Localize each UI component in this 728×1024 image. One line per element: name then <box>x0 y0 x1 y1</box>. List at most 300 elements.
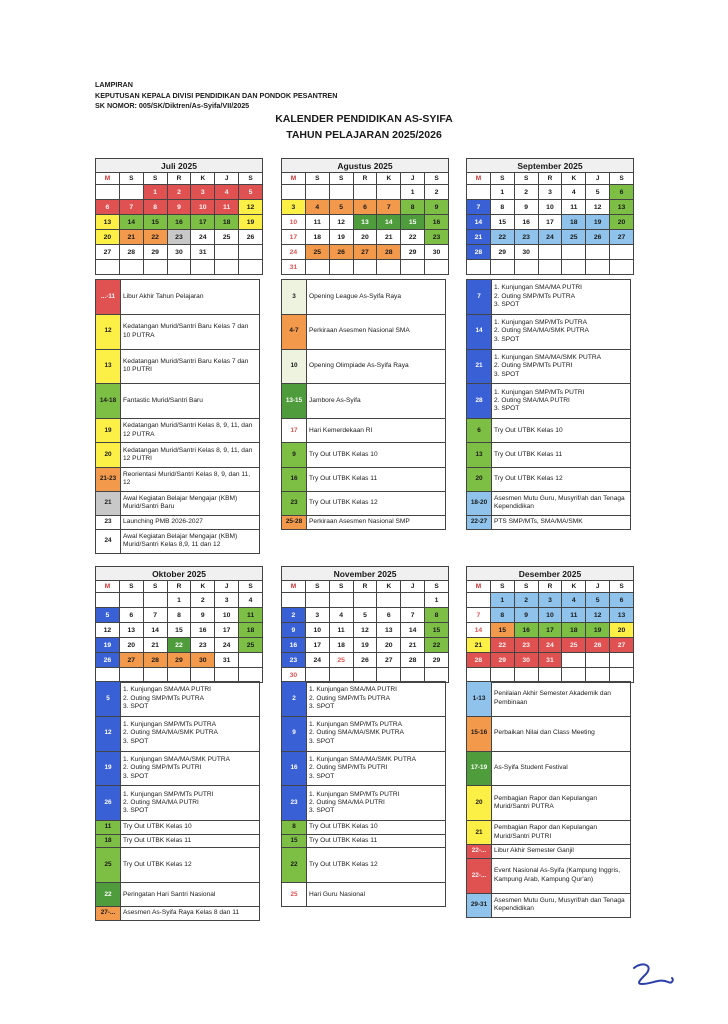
legend-row <box>96 716 260 751</box>
day-cell <box>215 260 239 275</box>
day-cell: 18 <box>305 230 329 245</box>
day-cell: 21 <box>119 230 143 245</box>
legend-row <box>282 349 446 384</box>
day-cell: 6 <box>353 200 377 215</box>
day-cell: 18 <box>562 215 586 230</box>
day-cell: 9 <box>425 200 449 215</box>
day-cell: 8 <box>167 608 191 623</box>
day-cell: 10 <box>538 200 562 215</box>
day-cell: 12 <box>329 215 353 230</box>
day-cell: 8 <box>490 200 514 215</box>
day-cell: 19 <box>239 215 263 230</box>
day-cell: 20 <box>610 215 634 230</box>
day-cell: 24 <box>538 230 562 245</box>
legend-description: Launching PMB 2026-2027 <box>121 515 260 529</box>
day-cell: 15 <box>143 215 167 230</box>
legend-description: Jambore As-Syifa <box>307 384 446 419</box>
legend-description: Try Out UTBK Kelas 11 <box>492 443 631 467</box>
legend-row <box>282 419 446 443</box>
legend-date-code: 26 <box>96 786 121 821</box>
day-cell: 6 <box>119 608 143 623</box>
day-cell: 4 <box>562 185 586 200</box>
legend-date-code: 25 <box>96 848 121 883</box>
day-cell: 3 <box>282 200 306 215</box>
day-cell: 17 <box>305 638 329 653</box>
legend-row <box>467 515 631 529</box>
legend-date-code: 25-28 <box>282 515 307 529</box>
day-cell: 26 <box>96 653 120 668</box>
day-cell: 8 <box>425 608 449 623</box>
day-cell: 2 <box>514 593 538 608</box>
day-cell: 21 <box>377 230 401 245</box>
legend-description: Try Out UTBK Kelas 10 <box>492 419 631 443</box>
day-cell: 7 <box>377 200 401 215</box>
day-cell: 19 <box>329 230 353 245</box>
day-cell: 15 <box>401 215 425 230</box>
legend-row <box>282 467 446 491</box>
weekday-header: R <box>167 173 191 185</box>
legend-description: 1. Kunjungan SMA/MA/SMK PUTRA 2. Outing SMP/MTs PUTRI 3. SPOT <box>492 349 631 384</box>
legend-date-code: 21-23 <box>96 467 121 491</box>
weekday-header: J <box>215 173 239 185</box>
legend-row <box>282 443 446 467</box>
legend-date-code: 12 <box>96 314 121 349</box>
legend-row <box>467 893 631 917</box>
day-cell <box>282 185 306 200</box>
legend-description: Event Nasional As-Syifa (Kampung Inggris, Kampung Arab, Kampung Qur'an) <box>492 858 631 893</box>
day-cell: 20 <box>610 623 634 638</box>
legend-description: 1. Kunjungan SMP/MTs PUTRA 2. Outing SMA/MA/SMK PUTRA 3. SPOT <box>307 716 446 751</box>
day-cell: 2 <box>191 593 215 608</box>
legend-description: Pembagian Rapor dan Kepulangan Murid/Santri PUTRA <box>492 786 631 821</box>
day-cell: 31 <box>191 245 215 260</box>
legend-row <box>282 491 446 515</box>
day-cell <box>353 185 377 200</box>
day-cell: 23 <box>167 230 191 245</box>
day-cell <box>329 260 353 275</box>
day-cell: 31 <box>215 653 239 668</box>
day-cell: 26 <box>586 638 610 653</box>
weekday-header: S <box>143 581 167 593</box>
legend-description: Try Out UTBK Kelas 11 <box>121 834 260 848</box>
day-cell: 26 <box>353 653 377 668</box>
legend-row <box>96 491 260 515</box>
day-cell <box>401 260 425 275</box>
day-cell: 22 <box>167 638 191 653</box>
legend-description: As-Syifa Student Festival <box>492 751 631 786</box>
legend-description: PTS SMP/MTs, SMA/MA/SMK <box>492 515 631 529</box>
month-title: September 2025 <box>467 159 634 173</box>
day-cell: 5 <box>586 185 610 200</box>
day-cell <box>610 653 634 668</box>
day-cell: 10 <box>305 623 329 638</box>
legend-row <box>467 821 631 845</box>
day-cell: 21 <box>143 638 167 653</box>
day-cell: 23 <box>425 230 449 245</box>
legend-description: Try Out UTBK Kelas 10 <box>307 821 446 835</box>
day-cell: 26 <box>239 230 263 245</box>
day-cell: 20 <box>353 230 377 245</box>
legend-description: 1. Kunjungan SMP/MTs PUTRI 2. Outing SMA/MA PUTRI 3. SPOT <box>307 786 446 821</box>
day-cell: 15 <box>425 623 449 638</box>
day-cell: 18 <box>562 623 586 638</box>
month-title: Desember 2025 <box>467 567 634 581</box>
weekday-header: J <box>586 581 610 593</box>
day-cell: 13 <box>353 215 377 230</box>
weekday-header: K <box>377 581 401 593</box>
day-cell: 22 <box>425 638 449 653</box>
day-cell <box>377 260 401 275</box>
legend-table <box>466 681 631 918</box>
day-cell: 5 <box>353 608 377 623</box>
day-cell: 31 <box>538 653 562 668</box>
day-cell <box>167 260 191 275</box>
legend-date-code: 23 <box>282 491 307 515</box>
legend-date-code: 23 <box>96 515 121 529</box>
weekday-header: S <box>119 173 143 185</box>
day-cell: 22 <box>490 230 514 245</box>
day-cell: 27 <box>96 245 120 260</box>
legend-row <box>467 419 631 443</box>
month-title: Agustus 2025 <box>282 159 449 173</box>
day-cell <box>119 593 143 608</box>
legend-date-code: 24 <box>96 529 121 553</box>
weekday-header: R <box>538 173 562 185</box>
legend-date-code: 23 <box>282 786 307 821</box>
day-cell: 20 <box>377 638 401 653</box>
day-cell: 27 <box>610 230 634 245</box>
day-cell: 9 <box>514 200 538 215</box>
weekday-header: M <box>96 581 120 593</box>
day-cell: 14 <box>377 215 401 230</box>
legend-date-code: 25 <box>282 883 307 907</box>
legend-description: 1. Kunjungan SMA/MA PUTRI 2. Outing SMP/MTs PUTRA 3. SPOT <box>121 682 260 717</box>
day-cell: 25 <box>305 245 329 260</box>
legend-table <box>281 279 446 530</box>
day-cell: 28 <box>143 653 167 668</box>
day-cell: 17 <box>538 623 562 638</box>
weekday-header: S <box>514 173 538 185</box>
legend-date-code: 9 <box>282 716 307 751</box>
day-cell: 22 <box>401 230 425 245</box>
weekday-header: S <box>610 173 634 185</box>
month-calendar <box>281 158 449 275</box>
legend-description: Asesmen Mutu Guru, Musyrif/ah dan Tenaga Kependidikan <box>492 491 631 515</box>
day-cell: 1 <box>143 185 167 200</box>
day-cell <box>239 260 263 275</box>
day-cell: 22 <box>143 230 167 245</box>
day-cell: 11 <box>562 608 586 623</box>
weekday-header: S <box>143 173 167 185</box>
day-cell: 2 <box>425 185 449 200</box>
legend-description: Asesmen As-Syifa Raya Kelas 8 dan 11 <box>121 907 260 921</box>
legend-row <box>467 716 631 751</box>
day-cell: 11 <box>562 200 586 215</box>
legend-table <box>95 279 260 554</box>
day-cell: 30 <box>191 653 215 668</box>
day-cell: 1 <box>167 593 191 608</box>
day-cell: 25 <box>562 638 586 653</box>
day-cell: 8 <box>143 200 167 215</box>
day-cell <box>143 260 167 275</box>
legend-date-code: 2 <box>282 682 307 717</box>
day-cell: 14 <box>467 623 491 638</box>
day-cell: 27 <box>353 245 377 260</box>
weekday-header: S <box>610 581 634 593</box>
day-cell: 16 <box>514 623 538 638</box>
legend-row <box>96 349 260 384</box>
legend-description: Opening Olimpiade As-Syifa Raya <box>307 349 446 384</box>
day-cell <box>305 185 329 200</box>
header-line-3: SK NOMOR: 005/SK/Diktren/As-Syifa/VII/2025 <box>95 101 250 110</box>
legend-row <box>96 751 260 786</box>
day-cell: 6 <box>610 593 634 608</box>
legend-date-code: 13-15 <box>282 384 307 419</box>
legend-description: Perbaikan Nilai dan Class Meeting <box>492 716 631 751</box>
legend-row <box>96 515 260 529</box>
legend-description: Fantastic Murid/Santri Baru <box>121 384 260 419</box>
weekday-header: K <box>562 581 586 593</box>
legend-date-code: 18-20 <box>467 491 492 515</box>
legend-row <box>467 443 631 467</box>
legend-row <box>96 280 260 315</box>
day-cell <box>467 260 491 275</box>
legend-description: Reorientasi Murid/Santri Kelas 8, 9, dan 11, 12 <box>121 467 260 491</box>
legend-description: Pembagian Rapor dan Kepulangan Murid/Santri PUTRI <box>492 821 631 845</box>
day-cell: 13 <box>119 623 143 638</box>
day-cell: 12 <box>96 623 120 638</box>
legend-row <box>467 384 631 419</box>
legend-row <box>467 467 631 491</box>
weekday-header: S <box>490 581 514 593</box>
legend-row <box>282 883 446 907</box>
day-cell: 10 <box>282 215 306 230</box>
day-cell: 7 <box>143 608 167 623</box>
day-cell: 3 <box>538 185 562 200</box>
day-cell: 19 <box>586 215 610 230</box>
day-cell: 27 <box>119 653 143 668</box>
day-cell <box>514 260 538 275</box>
day-cell: 24 <box>191 230 215 245</box>
day-cell: 15 <box>490 215 514 230</box>
day-cell: 15 <box>167 623 191 638</box>
day-cell: 7 <box>467 608 491 623</box>
day-cell <box>329 593 353 608</box>
month-calendar <box>281 566 449 683</box>
legend-date-code: 22-... <box>467 845 492 859</box>
day-cell: 23 <box>282 653 306 668</box>
legend-row <box>467 491 631 515</box>
day-cell: 21 <box>401 638 425 653</box>
header-line-1: LAMPIRAN <box>95 80 133 89</box>
legend-date-code: 6 <box>467 419 492 443</box>
weekday-header: S <box>305 581 329 593</box>
legend-date-code: 17-19 <box>467 751 492 786</box>
day-cell <box>586 260 610 275</box>
legend-description: Hari Kemerdekaan RI <box>307 419 446 443</box>
legend-date-code: 22 <box>282 848 307 883</box>
legend-date-code: 22 <box>96 883 121 907</box>
day-cell: 25 <box>329 653 353 668</box>
legend-date-code: 12 <box>96 716 121 751</box>
legend-date-code: 14-18 <box>96 384 121 419</box>
weekday-header: R <box>538 581 562 593</box>
weekday-header: K <box>191 173 215 185</box>
day-cell <box>329 185 353 200</box>
legend-row <box>96 419 260 443</box>
legend-row <box>96 682 260 717</box>
day-cell <box>239 245 263 260</box>
legend-description: Perkiraan Asesmen Nasional SMP <box>307 515 446 529</box>
legend-date-code: 13 <box>96 349 121 384</box>
month-title: Oktober 2025 <box>96 567 263 581</box>
legend-row <box>282 848 446 883</box>
title-line-1: KALENDER PENDIDIKAN AS-SYIFA <box>275 113 453 125</box>
legend-row <box>282 834 446 848</box>
title-line-2: TAHUN PELAJARAN 2025/2026 <box>286 129 442 141</box>
legend-date-code: 14 <box>467 314 492 349</box>
legend-row <box>467 751 631 786</box>
day-cell: 14 <box>467 215 491 230</box>
legend-description: Kedatangan Murid/Santri Baru Kelas 7 dan 10 PUTRA <box>121 314 260 349</box>
day-cell: 16 <box>514 215 538 230</box>
day-cell: 14 <box>401 623 425 638</box>
weekday-header: M <box>467 581 491 593</box>
legend-description: Asesmen Mutu Guru, Musyrif/ah dan Tenaga Kependidikan <box>492 893 631 917</box>
day-cell <box>562 260 586 275</box>
day-cell: 9 <box>167 200 191 215</box>
legend-row <box>96 384 260 419</box>
day-cell: 20 <box>119 638 143 653</box>
day-cell: 25 <box>562 230 586 245</box>
day-cell: 7 <box>401 608 425 623</box>
legend-date-code: 15 <box>282 834 307 848</box>
weekday-header: K <box>377 173 401 185</box>
legend-description: 1. Kunjungan SMP/MTs PUTRA 2. Outing SMA/MA/SMK PUTRA 3. SPOT <box>121 716 260 751</box>
weekday-header: M <box>96 173 120 185</box>
month-title: Juli 2025 <box>96 159 263 173</box>
day-cell: 9 <box>191 608 215 623</box>
legend-description: 1. Kunjungan SMP/MTs PUTRI 2. Outing SMA/MA PUTRI 3. SPOT <box>492 384 631 419</box>
day-cell: 4 <box>239 593 263 608</box>
day-cell: 13 <box>610 608 634 623</box>
legend-date-code: 13 <box>467 443 492 467</box>
legend-description: Perkiraan Asesmen Nasional SMA <box>307 314 446 349</box>
day-cell: 28 <box>119 245 143 260</box>
legend-row <box>282 821 446 835</box>
day-cell: 11 <box>305 215 329 230</box>
weekday-header: J <box>215 581 239 593</box>
legend-date-code: 21 <box>96 491 121 515</box>
day-cell: 24 <box>282 245 306 260</box>
day-cell: 23 <box>191 638 215 653</box>
day-cell: 27 <box>610 638 634 653</box>
day-cell: 4 <box>329 608 353 623</box>
day-cell: 31 <box>282 260 306 275</box>
day-cell: 8 <box>401 200 425 215</box>
day-cell: 21 <box>467 230 491 245</box>
day-cell: 11 <box>215 200 239 215</box>
day-cell: 3 <box>215 593 239 608</box>
day-cell: 4 <box>562 593 586 608</box>
day-cell: 1 <box>490 593 514 608</box>
legend-description: 1. Kunjungan SMA/MA PUTRI 2. Outing SMP/MTs PUTRA 3. SPOT <box>492 280 631 315</box>
day-cell: 7 <box>119 200 143 215</box>
signature-mark <box>628 960 680 990</box>
day-cell: 30 <box>167 245 191 260</box>
legend-row <box>282 314 446 349</box>
day-cell: 9 <box>282 623 306 638</box>
legend-date-code: 19 <box>96 419 121 443</box>
day-cell: 3 <box>191 185 215 200</box>
day-cell <box>119 185 143 200</box>
day-cell: 10 <box>215 608 239 623</box>
day-cell: 2 <box>282 608 306 623</box>
legend-row <box>282 716 446 751</box>
legend-row <box>96 834 260 848</box>
day-cell <box>191 260 215 275</box>
legend-row <box>467 682 631 717</box>
weekday-header: S <box>239 173 263 185</box>
legend-description: 1. Kunjungan SMA/MA PUTRI 2. Outing SMP/MTs PUTRA 3. SPOT <box>307 682 446 717</box>
legend-row <box>96 848 260 883</box>
day-cell: 1 <box>490 185 514 200</box>
legend-date-code: 20 <box>467 467 492 491</box>
day-cell <box>377 185 401 200</box>
day-cell: 11 <box>329 623 353 638</box>
day-cell <box>96 185 120 200</box>
legend-date-code: 3 <box>282 280 307 315</box>
day-cell <box>119 260 143 275</box>
day-cell: 29 <box>401 245 425 260</box>
legend-date-code: ...-11 <box>96 280 121 315</box>
day-cell: 29 <box>167 653 191 668</box>
day-cell: 14 <box>119 215 143 230</box>
legend-row <box>467 314 631 349</box>
day-cell: 17 <box>282 230 306 245</box>
legend-description: Libur Akhir Tahun Pelajaran <box>121 280 260 315</box>
day-cell: 25 <box>215 230 239 245</box>
day-cell <box>610 245 634 260</box>
weekday-header: S <box>425 581 449 593</box>
legend-row <box>282 384 446 419</box>
legend-row <box>96 529 260 553</box>
legend-date-code: 7 <box>467 280 492 315</box>
weekday-header: S <box>239 581 263 593</box>
legend-description: 1. Kunjungan SMA/MA/SMK PUTRA 2. Outing SMP/MTs PUTRI 3. SPOT <box>121 751 260 786</box>
legend-description: 1. Kunjungan SMP/MTs PUTRA 2. Outing SMA/MA/SMK PUTRA 3. SPOT <box>492 314 631 349</box>
day-cell <box>96 260 120 275</box>
legend-row <box>96 786 260 821</box>
month-title: November 2025 <box>282 567 449 581</box>
weekday-header: S <box>119 581 143 593</box>
weekday-header: S <box>514 581 538 593</box>
legend-description: Opening League As-Syifa Raya <box>307 280 446 315</box>
legend-row <box>282 280 446 315</box>
day-cell: 7 <box>467 200 491 215</box>
day-cell: 16 <box>282 638 306 653</box>
day-cell: 29 <box>425 653 449 668</box>
legend-row <box>467 858 631 893</box>
legend-row <box>467 280 631 315</box>
day-cell: 6 <box>610 185 634 200</box>
day-cell: 16 <box>167 215 191 230</box>
month-calendar <box>466 158 634 275</box>
day-cell <box>215 245 239 260</box>
legend-table <box>281 681 446 907</box>
legend-date-code: 20 <box>96 443 121 467</box>
day-cell: 26 <box>329 245 353 260</box>
